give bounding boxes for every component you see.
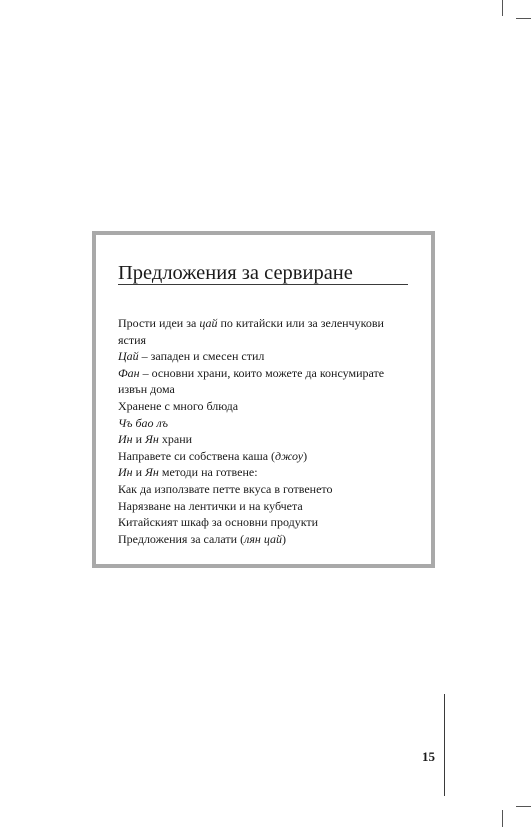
contents-entry bbox=[118, 315, 414, 348]
crop-mark-bottom-right bbox=[502, 810, 503, 827]
contents-entry-text: методи на готвене: bbox=[158, 465, 258, 480]
contents-entry-text: Направете си собствена каша ( bbox=[118, 448, 276, 463]
contents-entry-text: ) bbox=[282, 531, 287, 546]
contents-entry-text: и bbox=[132, 432, 146, 447]
contents-entry-term: Ин bbox=[118, 465, 133, 480]
page-number-rule bbox=[444, 694, 445, 796]
contents-entry-term: Цай bbox=[118, 349, 139, 364]
crop-mark-bottom-right-horizontal bbox=[516, 806, 531, 807]
contents-entry-term: Фан bbox=[118, 365, 140, 380]
contents-entry-term: Ян bbox=[145, 432, 159, 447]
contents-entry-text: Китайският шкаф за основни продукти bbox=[118, 515, 319, 530]
crop-mark-top-right bbox=[502, 0, 503, 16]
contents-entry-term: Чъ бао лъ bbox=[118, 415, 168, 430]
contents-entry-text: Нарязване на лентички и на кубчета bbox=[118, 498, 303, 513]
section-title: Предложения за сервиране bbox=[118, 262, 353, 284]
contents-entry-text: – западен и смесен стил bbox=[138, 349, 265, 364]
contents-entry-term: лян цай bbox=[244, 531, 283, 546]
contents-entry bbox=[118, 415, 414, 432]
contents-entry-term: Ин bbox=[118, 432, 133, 447]
contents-entry-text: и bbox=[132, 465, 146, 480]
contents-entry-term: Ян bbox=[145, 465, 159, 480]
contents-entry bbox=[118, 365, 414, 398]
contents-entry-text: Прости идеи за bbox=[118, 316, 200, 330]
contents-box bbox=[92, 231, 435, 568]
contents-entry bbox=[118, 464, 414, 481]
contents-entry-text: ) bbox=[303, 448, 308, 463]
page-number: 15 bbox=[422, 749, 435, 764]
contents-entry-text: Хранене с много блюда bbox=[118, 398, 239, 413]
contents-entry-term: цай bbox=[199, 316, 218, 330]
contents-entry-text: Предложения за салати ( bbox=[118, 531, 245, 546]
title-underline bbox=[118, 284, 408, 285]
contents-entry-text: Как да използвате петте вкуса в готвенето bbox=[118, 481, 333, 496]
contents-entry bbox=[118, 431, 414, 448]
contents-entry bbox=[118, 398, 414, 415]
contents-entry bbox=[118, 481, 414, 498]
contents-entry bbox=[118, 348, 414, 365]
contents-entry bbox=[118, 498, 414, 515]
contents-entry-text: храни bbox=[158, 432, 193, 447]
contents-entry bbox=[118, 514, 414, 531]
contents-list bbox=[118, 315, 414, 547]
crop-mark-top-right-horizontal bbox=[516, 18, 531, 19]
contents-entry bbox=[118, 448, 414, 465]
contents-entry-text: – основни храни, които можете да консумирате извън дома bbox=[118, 365, 385, 397]
contents-entry bbox=[118, 531, 414, 548]
contents-entry-text: по китайски или за зеленчукови ястия bbox=[118, 316, 384, 347]
contents-entry-term: джоу bbox=[275, 448, 304, 463]
